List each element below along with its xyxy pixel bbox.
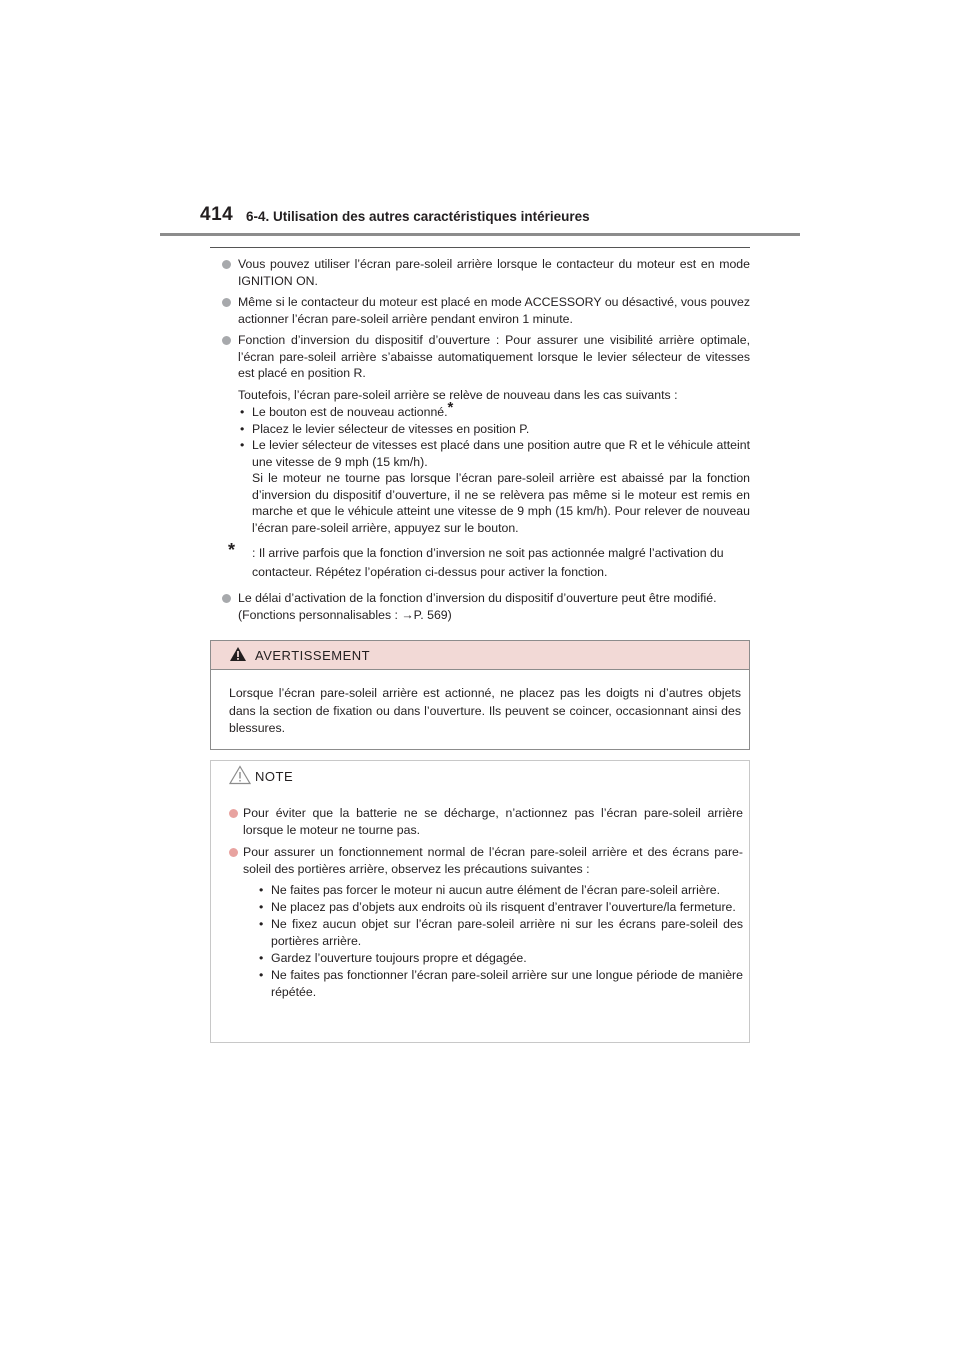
- list-item-text: Ne placez pas d’objets aux endroits où ils risquent d’entraver l’ouverture/la fermeture.: [271, 900, 736, 914]
- bullet-delay: [222, 590, 750, 623]
- bullet-text: Fonction d’inversion du dispositif d’ouverture : Pour assurer une visibilité arrière optimale, l’écran pare-soleil arrière s’abaisse automatiquement lorsque le levier sélecteur de vitesses est placé en position R.: [238, 333, 750, 380]
- bullet-text: Vous pouvez utiliser l’écran pare-soleil arrière lorsque le contacteur du moteur est en mode IGNITION ON.: [238, 257, 750, 288]
- bullet-dot-icon: [222, 336, 231, 345]
- caution-triangle-outline-icon: [229, 765, 251, 790]
- list-item-text: Gardez l’ouverture toujours propre et dégagée.: [271, 951, 527, 965]
- note-box: [210, 760, 750, 1043]
- page-number: 414: [200, 204, 234, 225]
- star-mark: *: [447, 399, 454, 416]
- bullet-dot-icon: [229, 809, 238, 818]
- bullet-dot-icon: [222, 298, 231, 307]
- bullet-mark: •: [240, 421, 245, 436]
- footnote: [222, 540, 750, 582]
- note-title: NOTE: [255, 769, 294, 784]
- bullet-mark: •: [259, 917, 264, 931]
- footnote-star: *: [228, 540, 236, 560]
- list-item: [257, 882, 743, 899]
- list-item: [257, 899, 743, 916]
- bullet-mark: •: [259, 968, 264, 982]
- warning-box: [210, 640, 750, 750]
- section-title: 6-4. Utilisation des autres caractéristiques intérieures: [246, 209, 590, 224]
- precautions-list: [243, 882, 743, 1001]
- bullet-text: Même si le contacteur du moteur est placé en mode ACCESSORY ou désactivé, vous pouvez actionner l’écran pare-soleil arrière pendant environ 1 minute.: [238, 295, 750, 326]
- list-item-text: Ne faites pas fonctionner l’écran pare-soleil arrière sur une longue période de manière répétée.: [271, 968, 743, 999]
- warning-title: AVERTISSEMENT: [255, 648, 371, 663]
- note-body: [229, 805, 743, 1006]
- bullet-mark: •: [259, 900, 264, 914]
- list-item: [238, 437, 750, 536]
- list-item: [257, 950, 743, 967]
- footnote-text: : Il arrive parfois que la fonction d’inversion ne soit pas actionnée malgré l’activation du contacteur. Répétez l’opération ci-dessus pour activer la fonction.: [252, 546, 724, 579]
- list-item-text: Ne fixez aucun objet sur l’écran pare-soleil arrière ni sur les écrans pare-soleil des portières arrière.: [271, 917, 743, 948]
- header-rule: [160, 233, 800, 236]
- content-rule: [210, 247, 750, 248]
- bullet-mark: •: [240, 438, 245, 452]
- list-item-text: Le bouton est de nouveau actionné.: [252, 405, 448, 419]
- bullet-dot-icon: [222, 260, 231, 269]
- bullet-ignition: [222, 256, 750, 289]
- note-bullet-text: Pour éviter que la batterie ne se décharge, n’actionnez pas l’écran pare-soleil arrière lorsque le moteur ne tourne pas.: [243, 806, 743, 837]
- reverse-cases-intro: Toutefois, l’écran pare-soleil arrière se relève de nouveau dans les cas suivants :: [238, 387, 678, 402]
- list-item-text: Le levier sélecteur de vitesses est placé dans une position autre que R et le véhicule atteint une vitesse de 9 mph (15 km/h).: [252, 438, 750, 469]
- bullet-text: Le délai d’activation de la fonction d’inversion du dispositif d’ouverture peut être modifié.: [238, 591, 717, 605]
- bullet-mark: •: [259, 951, 264, 965]
- note-bullet-precautions: [229, 844, 743, 1001]
- page-header: [160, 198, 800, 238]
- bullet-mark: •: [259, 883, 264, 897]
- warning-triangle-icon: [229, 646, 247, 667]
- list-item-extra: Si le moteur ne tourne pas lorsque l’écran pare-soleil arrière est abaissé par la fonction d’inversion du dispositif d’ouverture, il ne se relèvera pas même si le moteur est remis en marche et que le véhicule atteint une vitesse de 9 mph (15 km/h). Pour relever de nouveau l’écran pare-soleil arrière, appuyez sur le bouton.: [252, 471, 750, 535]
- bullet-mark: •: [240, 405, 245, 419]
- note-bullet-battery: [229, 805, 743, 839]
- warning-text: Lorsque l’écran pare-soleil arrière est actionné, ne placez pas les doigts ni d’autres objets dans la section de fixation ou dans l’ouverture. Ils peuvent se coincer, occasionnant ainsi des blessures.: [229, 686, 741, 735]
- bullet-reverse-function: [222, 332, 750, 382]
- list-item: [257, 967, 743, 1001]
- list-item-text: Placez le levier sélecteur de vitesses en position P.: [252, 421, 530, 436]
- list-item: [238, 421, 750, 438]
- bullet-accessory: [222, 294, 750, 327]
- warning-header: [211, 641, 749, 670]
- main-content: [222, 256, 750, 628]
- note-header: [211, 761, 749, 797]
- bullet-dot-icon: [222, 594, 231, 603]
- bullet-dot-icon: [229, 848, 238, 857]
- list-item: [238, 399, 750, 421]
- page-reference: (Fonctions personnalisables : →P. 569): [238, 607, 452, 622]
- list-item-text: Ne faites pas forcer le moteur ni aucun autre élément de l’écran pare-soleil arrière.: [271, 883, 721, 897]
- list-item: [257, 916, 743, 950]
- reverse-cases-list: [222, 399, 750, 536]
- note-bullet-text: Pour assurer un fonctionnement normal de l’écran pare-soleil arrière et des écrans pare-soleil des portières arrière, observez les précautions suivantes :: [243, 845, 743, 876]
